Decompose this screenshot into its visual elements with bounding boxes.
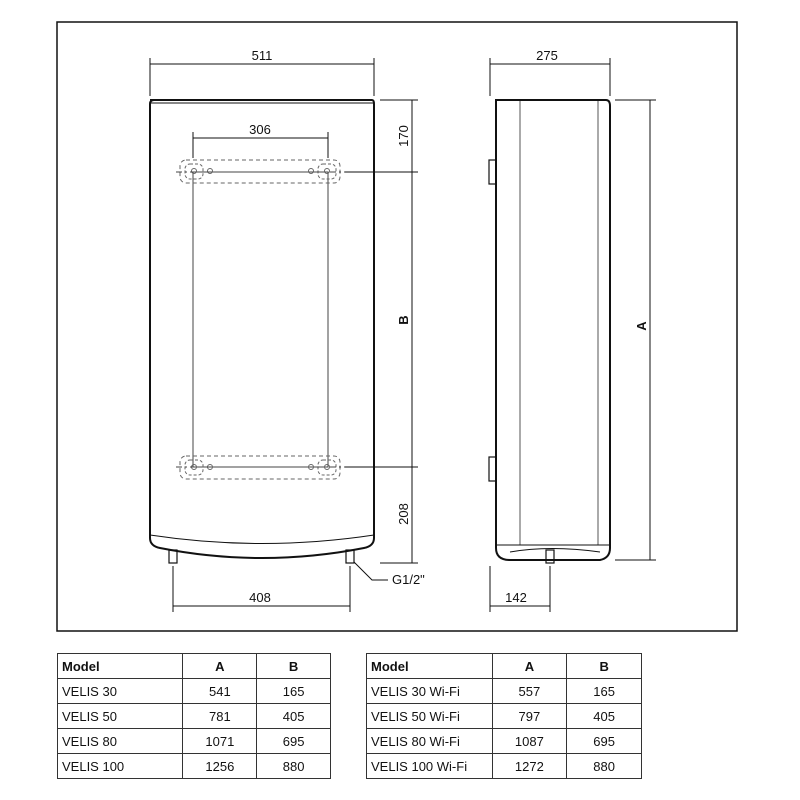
a-cell: 541 <box>183 679 257 704</box>
header-model: Model <box>58 654 183 679</box>
front-dimensions <box>150 58 418 612</box>
model-cell: VELIS 30 Wi-Fi <box>367 679 493 704</box>
side-view <box>489 100 610 563</box>
side-body <box>496 100 610 560</box>
b-cell: 405 <box>567 704 642 729</box>
header-b: B <box>567 654 642 679</box>
table-row <box>367 754 642 779</box>
header-a: A <box>183 654 257 679</box>
model-cell: VELIS 100 <box>58 754 183 779</box>
a-cell: 1087 <box>492 729 567 754</box>
b-cell: 695 <box>257 729 331 754</box>
b-cell: 165 <box>567 679 642 704</box>
a-cell: 557 <box>492 679 567 704</box>
dim-mount-width: 306 <box>249 122 271 137</box>
dim-mount-span: B <box>396 315 411 325</box>
front-view <box>150 100 374 563</box>
wifi-models-table <box>366 653 642 779</box>
dim-pipe-thread: G1/2" <box>392 572 425 587</box>
table-header-row <box>367 654 642 679</box>
table-row <box>58 729 331 754</box>
model-cell: VELIS 80 Wi-Fi <box>367 729 493 754</box>
dim-side-depth: 275 <box>536 48 558 63</box>
table-row <box>367 729 642 754</box>
a-cell: 781 <box>183 704 257 729</box>
model-cell: VELIS 30 <box>58 679 183 704</box>
b-cell: 405 <box>257 704 331 729</box>
table-row <box>367 704 642 729</box>
table-row <box>58 754 331 779</box>
dim-top-offset: 170 <box>396 125 411 147</box>
side-pipe <box>546 550 554 563</box>
side-top-bracket <box>489 160 496 184</box>
table-row <box>58 679 331 704</box>
model-cell: VELIS 80 <box>58 729 183 754</box>
model-cell: VELIS 50 <box>58 704 183 729</box>
table-row <box>58 704 331 729</box>
table-row <box>367 679 642 704</box>
a-cell: 1272 <box>492 754 567 779</box>
a-cell: 797 <box>492 704 567 729</box>
b-cell: 880 <box>567 754 642 779</box>
a-cell: 1256 <box>183 754 257 779</box>
b-cell: 165 <box>257 679 331 704</box>
b-cell: 880 <box>257 754 331 779</box>
dim-bottom-offset: 208 <box>396 503 411 525</box>
header-b: B <box>257 654 331 679</box>
b-cell: 695 <box>567 729 642 754</box>
left-pipe <box>169 550 177 563</box>
model-cell: VELIS 100 Wi-Fi <box>367 754 493 779</box>
header-a: A <box>492 654 567 679</box>
model-cell: VELIS 50 Wi-Fi <box>367 704 493 729</box>
header-model: Model <box>367 654 493 679</box>
dim-front-width: 511 <box>251 48 273 63</box>
standard-models-table <box>57 653 331 779</box>
mount-frame <box>193 172 328 467</box>
dim-total-height: A <box>634 321 649 331</box>
front-body <box>150 100 374 558</box>
dim-side-pipe-offset: 142 <box>505 590 527 605</box>
dim-pipe-spacing: 408 <box>249 590 271 605</box>
side-bottom-bracket <box>489 457 496 481</box>
table-header-row <box>58 654 331 679</box>
side-dimensions <box>490 58 656 612</box>
a-cell: 1071 <box>183 729 257 754</box>
